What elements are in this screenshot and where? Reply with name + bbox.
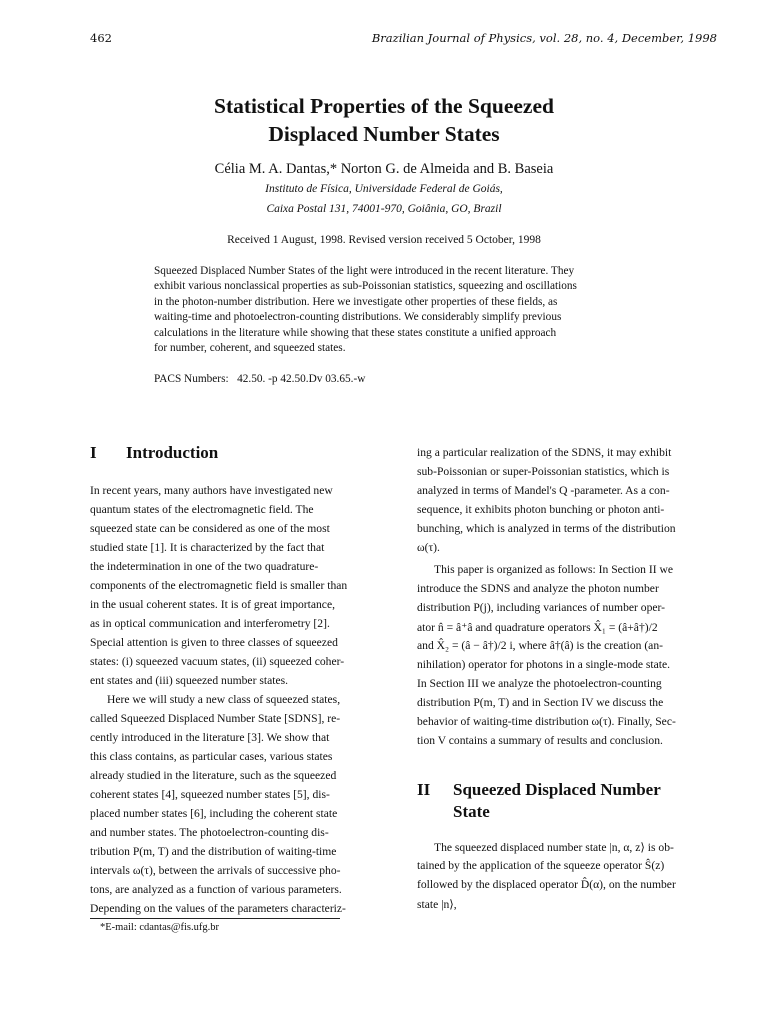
body-line: called Squeezed Displaced Number State [SDNS], re- xyxy=(90,712,341,725)
section-title-line: State xyxy=(453,802,490,821)
body-line: tribution P(m, T) and the distribution of waiting-time xyxy=(90,845,337,858)
body-line: the indetermination in one of the two quadrature- xyxy=(90,560,319,573)
body-line: cently introduced in the literature [3]. We show that xyxy=(90,731,330,744)
body-line: components of the electromagnetic field is smaller than xyxy=(90,579,348,592)
abstract-line: for number, coherent, and squeezed states. xyxy=(154,342,346,355)
affiliation-line: Instituto de Física, Universidade Federal de Goiás, xyxy=(265,183,503,195)
body-line: placed number states [6], including the coherent state xyxy=(90,807,338,820)
body-line: states: (i) squeezed vacuum states, (ii) squeezed coher- xyxy=(90,655,345,668)
page-number: 462 xyxy=(90,31,112,45)
body-line: distribution P(j), including variances of number oper- xyxy=(417,601,666,614)
abstract-line: Squeezed Displaced Number States of the light were introduced in the recent literature. They xyxy=(154,265,575,277)
body-line: and X̂₂ = (â − â†)/2 i, where â†(â) is the creation (an- xyxy=(417,639,663,652)
body-line: This paper is organized as follows: In Section II we xyxy=(434,563,674,576)
abstract-line: waiting-time and photoelectron-counting distributions. We considerably simplify previous xyxy=(154,311,562,324)
body-line: bunching, which is analyzed in terms of the distribution xyxy=(417,522,676,535)
received-dates: Received 1 August, 1998. Revised version received 5 October, 1998 xyxy=(227,234,541,246)
body-line: Special attention is given to three classes of squeezed xyxy=(90,636,338,649)
pacs-numbers: PACS Numbers: 42.50. -p 42.50.Dv 03.65.-w xyxy=(154,373,366,385)
body-line: tons, are analyzed as a function of various parameters. xyxy=(90,883,342,896)
abstract-line: exhibit various nonclassical properties as sub-Poissonian statistics, squeezing and oscillations xyxy=(154,280,577,293)
body-line: and number states. The photoelectron-counting dis- xyxy=(90,826,329,839)
body-line: Depending on the values of the parameters characteriz- xyxy=(90,902,346,915)
body-line: In recent years, many authors have investigated new xyxy=(90,484,333,497)
body-line: analyzed in terms of Mandel's Q -parameter. As a con- xyxy=(417,484,670,497)
abstract-line: in the photon-number distribution. Here we investigate other properties of these fields, as xyxy=(154,295,558,308)
body-line: already studied in the literature, such as the squeezed xyxy=(90,769,337,782)
body-line: sequence, it exhibits photon bunching or photon anti- xyxy=(417,503,665,516)
title-line: Statistical Properties of the Squeezed xyxy=(214,94,554,118)
body-line: tained by the application of the squeeze operator Ŝ(z) xyxy=(417,859,665,872)
body-line: squeezed state can be considered as one of the most xyxy=(90,522,330,535)
body-line: In Section III we analyze the photoelectron-counting xyxy=(417,677,662,690)
body-line: ent states and (iii) squeezed number states. xyxy=(90,674,288,687)
body-line: studied state [1]. It is characterized by the fact that xyxy=(90,541,325,554)
body-line: behavior of waiting-time distribution ω(τ). Finally, Sec- xyxy=(417,715,676,728)
body-line: ω(τ). xyxy=(417,541,440,554)
body-line: sub-Poissonian or super-Poissonian statistics, which is xyxy=(417,465,670,478)
body-line: ator n̂ = â⁺â and quadrature operators X̂₁ = (â+â†)/2 xyxy=(417,621,658,634)
section-title-line: Squeezed Displaced Number xyxy=(453,780,661,799)
body-line: distribution P(m, T) and in Section IV we discuss the xyxy=(417,696,664,709)
body-line: as in optical communication and interferometry [2]. xyxy=(90,617,330,630)
section-heading-sdns xyxy=(417,779,661,823)
body-line: intervals ω(τ), between the arrivals of successive pho- xyxy=(90,864,341,877)
footnote-email: *E-mail: cdantas@fis.ufg.br xyxy=(100,922,220,933)
section-number: I xyxy=(90,443,97,462)
body-line: ing a particular realization of the SDNS, it may exhibit xyxy=(417,446,672,459)
body-line: followed by the displaced operator D̂(α), on the number xyxy=(417,878,676,891)
authors: Célia M. A. Dantas,* Norton G. de Almeida and B. Baseia xyxy=(214,161,554,177)
right-column xyxy=(417,0,716,1024)
left-column xyxy=(90,0,388,1024)
body-line: Here we will study a new class of squeezed states, xyxy=(107,693,341,706)
body-line: The squeezed displaced number state |n, α, z⟩ is ob- xyxy=(434,841,674,854)
body-line: in the usual coherent states. It is of great importance, xyxy=(90,598,335,611)
title-line: Displaced Number States xyxy=(268,122,500,146)
body-line: nihilation) operator for photons in a single-mode state. xyxy=(417,658,671,671)
affiliation-line: Caixa Postal 131, 74001-970, Goiânia, GO, Brazil xyxy=(266,203,502,215)
body-line: state |n⟩, xyxy=(417,898,457,911)
body-line: this class contains, as particular cases, various states xyxy=(90,750,333,763)
body-line: introduce the SDNS and analyze the photon number xyxy=(417,582,659,595)
body-line: coherent states [4], squeezed number states [5], dis- xyxy=(90,788,330,801)
body-line: tion V contains a summary of results and conclusion. xyxy=(417,734,663,747)
journal-header: Brazilian Journal of Physics, vol. 28, no. 4, December, 1998 xyxy=(371,31,717,45)
abstract-line: calculations in the literature while showing that these states constitute a unified approach xyxy=(154,326,557,339)
footnote-divider xyxy=(90,918,340,919)
body-line: quantum states of the electromagnetic field. The xyxy=(90,503,314,516)
section-number: II xyxy=(417,780,431,799)
section-title: Introduction xyxy=(126,443,219,462)
